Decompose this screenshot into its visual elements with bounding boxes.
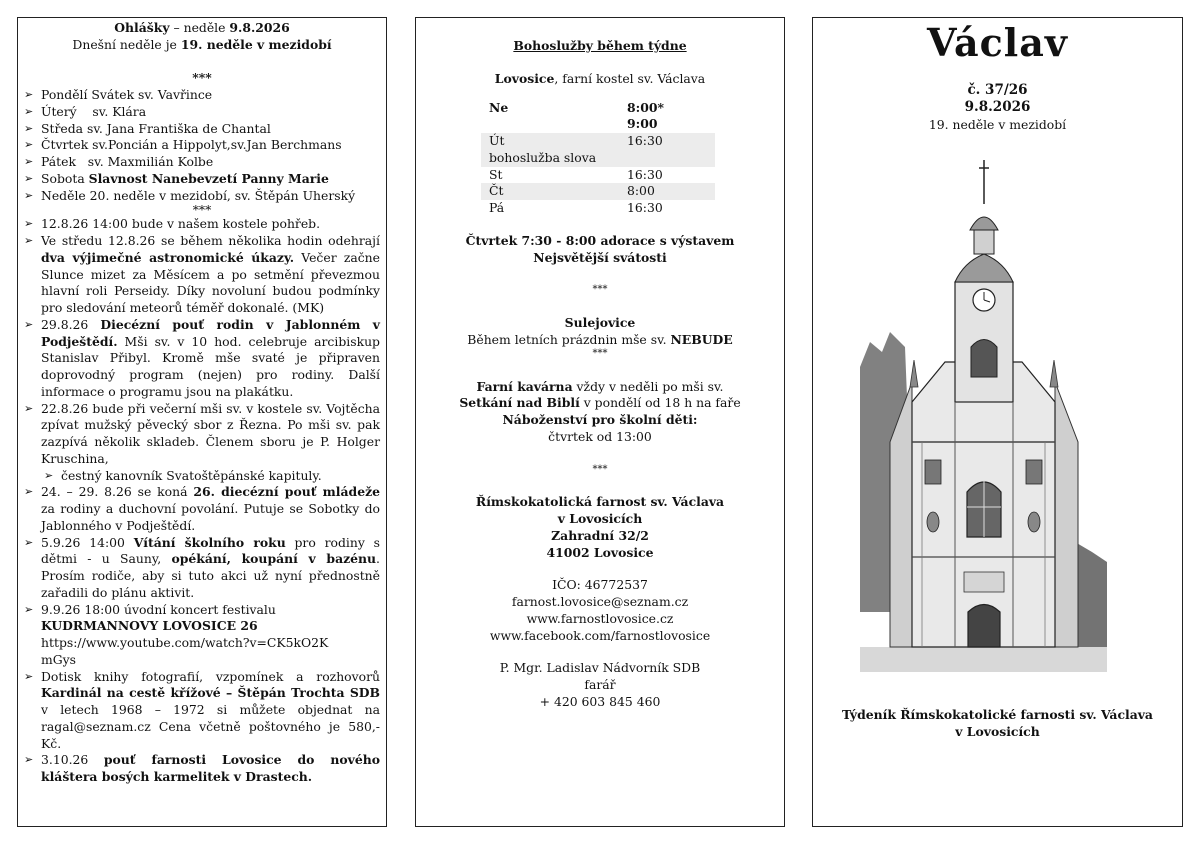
- school-time: čtvrtek od 13:00: [548, 428, 652, 444]
- today-sunday-line: Dnešní neděle je 19. neděle v mezidobí: [72, 36, 332, 52]
- services-panel: [415, 17, 785, 827]
- cover-panel: [812, 17, 1183, 827]
- adoration-line: Nejsvětější svátosti: [533, 249, 667, 265]
- priest-name: P. Mgr. Ladislav Nádvorník SDB: [499, 660, 701, 676]
- priest-role: farář: [584, 677, 616, 692]
- table-row: Pá 16:30: [489, 200, 663, 215]
- cafe-line: Farní kavárna vždy v neděli po mši sv.: [476, 378, 724, 394]
- adoration-line: Čtvrtek 7:30 - 8:00 adorace s výstavem: [465, 232, 735, 248]
- notice-subitem: ➢ čestný kanovník Svatoštěpánské kapituly.: [24, 468, 380, 485]
- table-row: bohoslužba slova: [481, 150, 715, 167]
- notice-item: ➢ 22.8.26 bude při večerní mši sv. v kostele sv. Vojtěcha zpívat mužský pěvecký sbor z Řezna. Po mši sv. pak zazpívá několik skladeb. Členem sboru je P. Holger Kruschina,: [24, 401, 380, 468]
- day-item: ➢ Čtvrtek sv.Poncián a Hippolyt,sv.Jan Berchmans: [24, 137, 380, 154]
- day-item: ➢ Pátek sv. Maxmilián Kolbe: [24, 154, 380, 171]
- youtube-link[interactable]: https://www.youtube.com/watch?v=CK5kO2K: [41, 635, 329, 650]
- email-link[interactable]: farnost.lovosice@seznam.cz: [511, 594, 689, 609]
- table-row: St 16:30: [489, 166, 663, 182]
- announcements-header: Ohlášky – neděle 9.8.2026: [114, 20, 290, 35]
- newsletter-title: Václav: [927, 20, 1068, 65]
- newsletter-footer: Týdeník Římskokatolické farnosti sv. Václava v Lovosicích: [842, 707, 1153, 739]
- notice-item: ➢ Ve středu 12.8.26 se během několika hodin odehrají dva výjimečné astronomické úkazy. Večer začne Slunce mizet za Měsícem a po setmění převezmou hlavní roli Perseidy. Díky novoluní budou podmínky pro sledování meteorů téměř dokonalé. (MK): [24, 233, 380, 317]
- notice-item: ➢ 9.9.26 18:00 úvodní koncert festivalu KUDRMANNOVY LOVOSICE 26 https://www.youtube.com/watch?v=CK5kO2K mGys: [24, 602, 380, 669]
- table-row: Út 16:30: [481, 133, 715, 150]
- issue-info: [813, 82, 1182, 133]
- day-item: ➢ Pondělí Svátek sv. Vavřince: [24, 87, 380, 104]
- stars-separator: ***: [592, 463, 608, 475]
- table-row: 9:00: [627, 116, 658, 132]
- notice-item: ➢ 12.8.26 14:00 bude v našem kostele pohřeb.: [24, 216, 380, 233]
- notice-item: ➢ 24. – 29. 8.26 se koná 26. diecézní pouť mládeže za rodiny a duchovní povolání. Putuje se Sobotky do Jablonného v Podještědí.: [24, 484, 380, 534]
- notice-item: ➢ 3.10.26 pouť farnosti Lovosice do nového kláštera bosých karmelitek v Drastech.: [24, 752, 380, 786]
- notice-item: ➢ 5.9.26 14:00 Vítání školního roku pro rodiny s dětmi - u Sauny, opékání, koupání v bazénu. Prosím rodiče, aby si tuto akci už nyní přednostně zařadili do plánu aktivit.: [24, 535, 380, 602]
- web-link[interactable]: www.farnostlovosice.cz: [526, 610, 674, 626]
- bible-line: Setkání nad Biblí v pondělí od 18 h na faře: [459, 395, 741, 411]
- table-row: Čt 8:00: [481, 183, 715, 200]
- services-heading: Bohoslužby během týdne: [513, 38, 687, 53]
- parish-address: Římskokatolická farnost sv. Václava v Lovosicích Zahradní 32/2 41002 Lovosice: [475, 494, 725, 560]
- day-item: ➢ Neděle 20. neděle v mezidobí, sv. Štěpán Uherský: [24, 188, 380, 205]
- youtube-link-cont[interactable]: mGys: [41, 651, 77, 667]
- facebook-link[interactable]: www.facebook.com/farnostlovosice: [489, 627, 711, 643]
- church-place: Lovosice, farní kostel sv. Václava: [494, 70, 706, 86]
- announcements-panel: [17, 17, 387, 827]
- phone-number: + 420 603 845 460: [539, 693, 661, 709]
- issue-number: č. 37/26: [967, 82, 1028, 98]
- day-item: ➢ Úterý sv. Klára: [24, 104, 380, 121]
- day-item: ➢ Sobota Slavnost Nanebevzetí Panny Marie: [24, 171, 380, 188]
- stars-separator: ***: [192, 70, 212, 86]
- stars-separator: ***: [192, 202, 212, 218]
- ico-number: IČO: 46772537: [552, 577, 648, 593]
- stars-separator: ***: [592, 284, 608, 296]
- sulejovice-heading: Sulejovice: [564, 315, 636, 330]
- issue-date: 9.8.2026: [964, 99, 1031, 115]
- schedule-table: [481, 100, 715, 217]
- table-row: Ne 8:00*: [489, 99, 664, 115]
- school-line: Náboženství pro školní děti:: [502, 412, 698, 427]
- issue-sunday: 19. neděle v mezidobí: [928, 117, 1067, 132]
- notice-item: ➢ 29.8.26 Diecézní pouť rodin v Jablonném v Podještědí. Mši sv. v 10 hod. celebruje arcibiskup Stanislav Přibyl. Kromě mše svaté je připraven doprovodný program (nejen) pro rodiny. Další informace o programu jsou na plakátku.: [24, 317, 380, 401]
- notice-item: ➢ Dotisk knihy fotografií, vzpomínek a rozhovorů Kardinál na cestě křížové – Štěpán Trochta SDB v letech 1968 – 1972 si můžete objednat na ragal@seznam.cz Cena včetně poštovného je 580,- Kč.: [24, 669, 380, 753]
- stars-separator: ***: [592, 347, 608, 359]
- sulejovice-note: Během letních prázdnin mše sv. NEBUDE: [467, 331, 733, 347]
- church-illustration: [860, 142, 1107, 672]
- day-item: ➢ Středa sv. Jana Františka de Chantal: [24, 121, 380, 138]
